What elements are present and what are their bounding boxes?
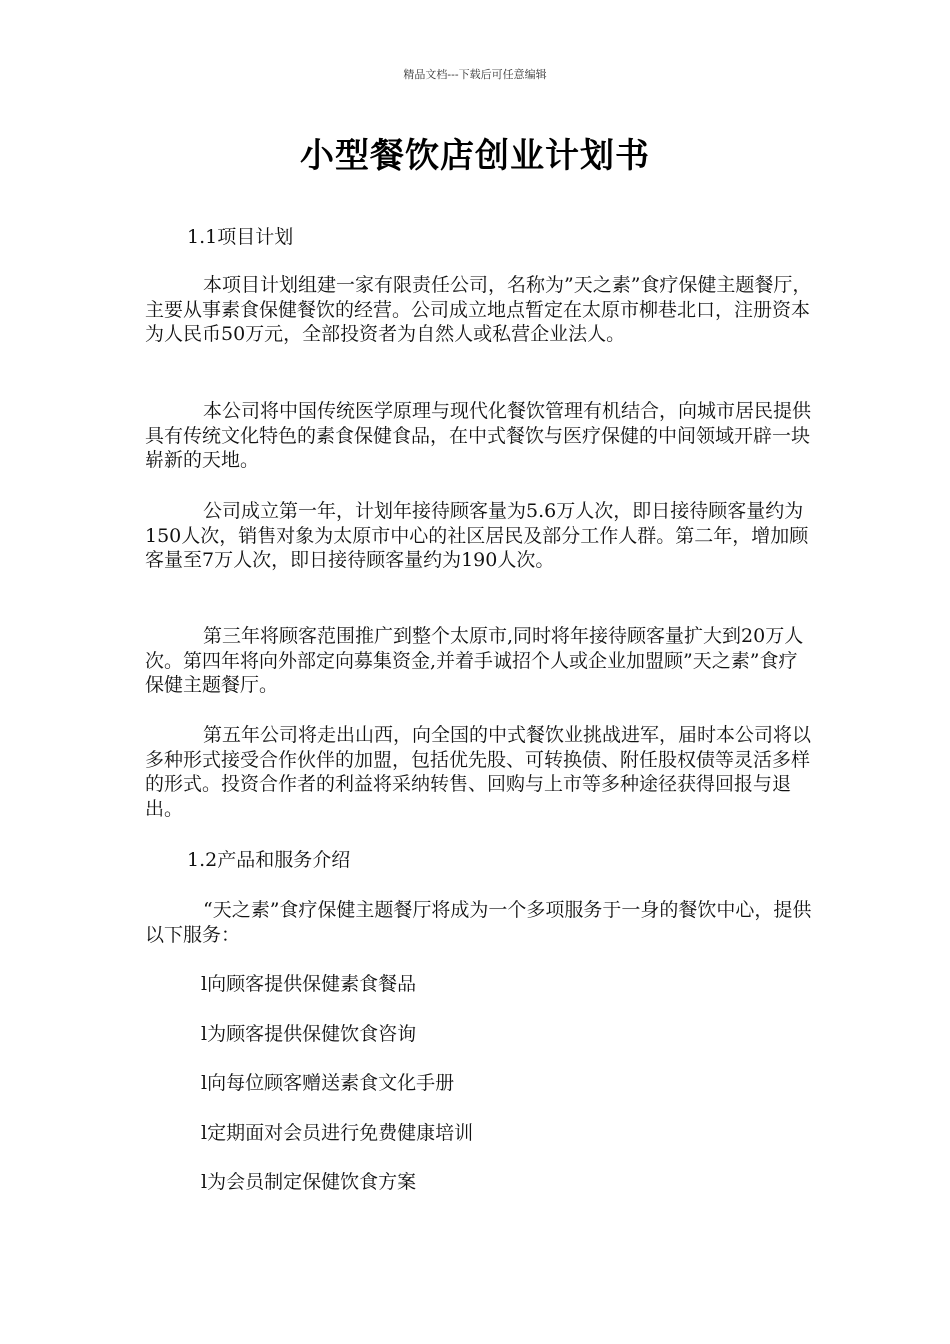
section-heading-1-1: 1.1项目计划 — [187, 226, 294, 248]
paragraph-year-5-plan: 第五年公司将走出山西，向全国的中式餐饮业挑战进军，届时本公司将以多种形式接受合作伙伴的加盟，包括优先股、可转换债、附任股权债等灵活多样的形式。投资合作者的利益将采纳转售、回购与上市等多种途径获得回报与退出。 — [145, 724, 812, 820]
list-item: l向顾客提供保健素食餐品 — [201, 973, 417, 995]
paragraph-services-intro: “天之素”食疗保健主题餐厅将成为一个多项服务于一身的餐饮中心，提供以下服务： — [145, 899, 812, 946]
paragraph-company-concept: 本公司将中国传统医学原理与现代化餐饮管理有机结合，向城市居民提供具有传统文化特色的素食保健食品，在中式餐饮与医疗保健的中间领域开辟一块崭新的天地。 — [145, 400, 812, 471]
list-item: l为顾客提供保健饮食咨询 — [201, 1023, 417, 1045]
list-item: l定期面对会员进行免费健康培训 — [201, 1122, 474, 1144]
paragraph-year-3-4-plan: 第三年将顾客范围推广到整个太原市,同时将年接待顾客量扩大到20万人次。第四年将向外部定向募集资金,并着手诚招个人或企业加盟顾”天之素”食疗保健主题餐厅。 — [145, 625, 804, 696]
page-header-note: 精品文档---下载后可任意编辑 — [403, 68, 547, 81]
paragraph-company-plan: 本项目计划组建一家有限责任公司，名称为”天之素”食疗保健主题餐厅，主要从事素食保健餐饮的经营。公司成立地点暂定在太原市柳巷北口，注册资本为人民币50万元，全部投资者为自然人或私营企业法人。 — [145, 274, 812, 345]
list-item: l向每位顾客赠送素食文化手册 — [201, 1072, 455, 1094]
document-title: 小型餐饮店创业计划书 — [300, 136, 650, 176]
list-item: l为会员制定保健饮食方案 — [201, 1171, 417, 1193]
paragraph-year-1-2-plan: 公司成立第一年，计划年接待顾客量为5.6万人次，即日接待顾客量约为150人次，销售对象为太原市中心的社区居民及部分工作人群。第二年，增加顾客量至7万人次，即日接待顾客量约为190人次。 — [145, 500, 809, 571]
section-heading-1-2: 1.2产品和服务介绍 — [187, 849, 351, 871]
